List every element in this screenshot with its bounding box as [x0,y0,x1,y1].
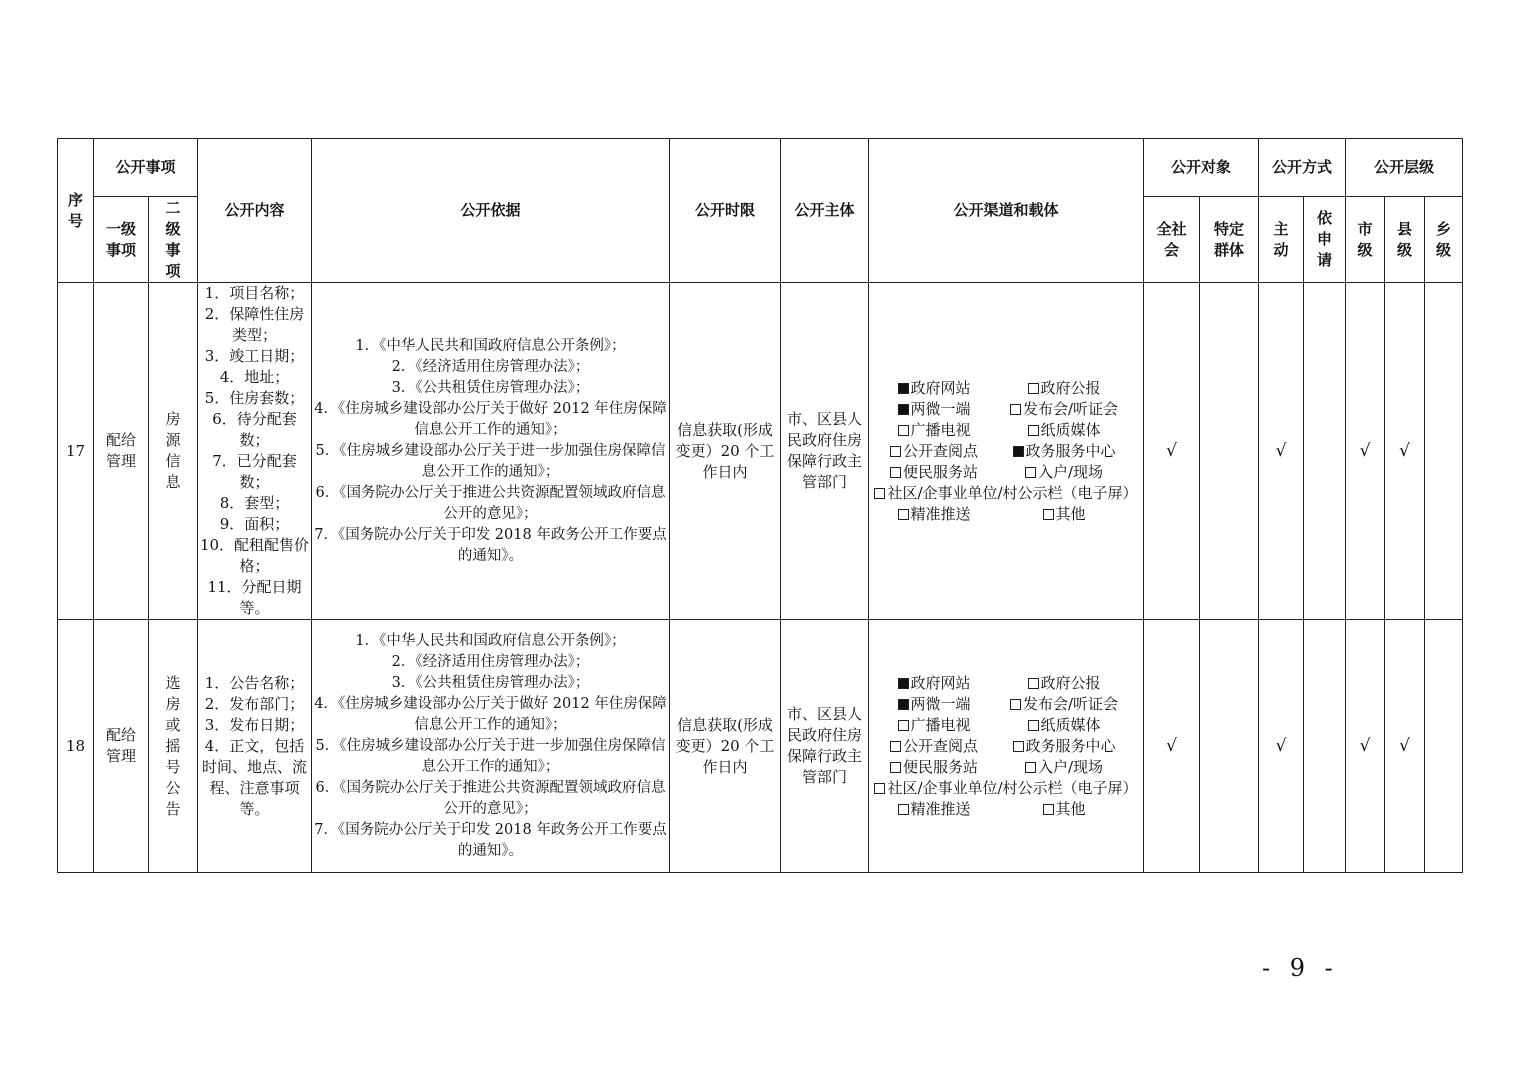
row-content: 1．项目名称； 2．保障性住房类型； 3．竣工日期； 4．地址； 5．住房套数； 6．待分配套数； 7．已分配套数； 8．套型； 9．面积； 10．配租配售价格； 11．分配日期等。 [198,283,312,620]
row-channels: 政府网站 政府公报 两微一端 发布会/听证会 广播电视 纸质媒体 公开查阅点 政务服务中心 便民服务站 入户/现场 社区/企事业单位/村公示栏（电子屏） 精准推送 其他 [869,620,1144,873]
mark-method-active: √ [1259,283,1304,620]
row-level2: 选房或摇号公告 [149,620,198,873]
unchecked-box-icon [898,509,909,520]
unchecked-box-icon [890,741,901,752]
unchecked-box-icon [874,488,885,499]
header-method-group: 公开方式 [1259,139,1346,197]
row-channels: 政府网站 政府公报 两微一端 发布会/听证会 广播电视 纸质媒体 公开查阅点 政务服务中心 便民服务站 入户/现场 社区/企事业单位/村公示栏（电子屏） 精准推送 其他 [869,283,1144,620]
row-seq: 18 [58,620,94,873]
unchecked-box-icon [1028,678,1039,689]
checked-box-icon [898,678,909,689]
header-basis: 公开依据 [312,139,670,283]
unchecked-box-icon [898,720,909,731]
mark-audience-specific [1200,620,1259,873]
unchecked-box-icon [890,467,901,478]
header-level-town: 乡级 [1425,197,1463,283]
unchecked-box-icon [1025,762,1036,773]
header-audience-all: 全社会 [1144,197,1200,283]
header-method-active: 主动 [1259,197,1304,283]
mark-level-town [1425,620,1463,873]
header-method-apply: 依申请 [1304,197,1346,283]
unchecked-box-icon [898,804,909,815]
header-items-group: 公开事项 [94,139,198,197]
row-seq: 17 [58,283,94,620]
row-time-limit: 信息获取(形成变更）20 个工作日内 [670,283,781,620]
unchecked-box-icon [1028,720,1039,731]
unchecked-box-icon [1043,804,1054,815]
mark-level-county: √ [1385,620,1425,873]
header-level2: 二级事项 [149,197,198,283]
row-content: 1．公告名称； 2．发布部门； 3．发布日期； 4．正文，包括时间、地点、流程、注意事项等。 [198,620,312,873]
header-level1: 一级事项 [94,197,149,283]
unchecked-box-icon [1010,699,1021,710]
unchecked-box-icon [1025,467,1036,478]
unchecked-box-icon [898,425,909,436]
checked-box-icon [898,699,909,710]
row-basis: 1．《中华人民共和国政府信息公开条例》； 2．《经济适用住房管理办法》； 3．《公共租赁住房管理办法》； 4．《住房城乡建设部办公厅关于做好 2012 年住房保障信息公开工作的通知》； 5．《住房城乡建设部办公厅关于进一步加强住房保障信息公开工作的通知》； 6．《国务院办公厅关于推进公共资源配置领域政府信息公开的意见》； 7．《国务院办公厅关于印发 2018 年政务公开工作要点的通知》。 [312,620,670,873]
unchecked-box-icon [890,762,901,773]
mark-method-apply [1304,283,1346,620]
header-seq: 序号 [58,139,94,283]
header-level-city: 市级 [1346,197,1385,283]
mark-method-active: √ [1259,620,1304,873]
mark-audience-all: √ [1144,283,1200,620]
header-subject: 公开主体 [781,139,869,283]
mark-method-apply [1304,620,1346,873]
unchecked-box-icon [1028,425,1039,436]
table-row [58,620,1463,873]
header-audience-specific: 特定群体 [1200,197,1259,283]
mark-level-county: √ [1385,283,1425,620]
mark-audience-all: √ [1144,620,1200,873]
row-level1: 配给管理 [94,620,149,873]
row-level2: 房源信息 [149,283,198,620]
page-number: - 9 - [1262,954,1339,982]
unchecked-box-icon [874,783,885,794]
row-subject: 市、区县人民政府住房保障行政主管部门 [781,620,869,873]
row-subject: 市、区县人民政府住房保障行政主管部门 [781,283,869,620]
header-channels: 公开渠道和载体 [869,139,1144,283]
mark-audience-specific [1200,283,1259,620]
unchecked-box-icon [890,446,901,457]
header-level-group: 公开层级 [1346,139,1463,197]
unchecked-box-icon [1010,404,1021,415]
header-audience-group: 公开对象 [1144,139,1259,197]
header-time-limit: 公开时限 [670,139,781,283]
mark-level-city: √ [1346,283,1385,620]
unchecked-box-icon [1028,383,1039,394]
unchecked-box-icon [1013,741,1024,752]
header-level-county: 县级 [1385,197,1425,283]
table-row [58,283,1463,620]
unchecked-box-icon [1043,509,1054,520]
checked-box-icon [1013,446,1024,457]
mark-level-town [1425,283,1463,620]
checked-box-icon [898,383,909,394]
row-basis: 1．《中华人民共和国政府信息公开条例》； 2．《经济适用住房管理办法》； 3．《公共租赁住房管理办法》； 4．《住房城乡建设部办公厅关于做好 2012 年住房保障信息公开工作的通知》； 5．《住房城乡建设部办公厅关于进一步加强住房保障信息公开工作的通知》； 6．《国务院办公厅关于推进公共资源配置领域政府信息公开的意见》； 7．《国务院办公厅关于印发 2018 年政务公开工作要点的通知》。 [312,283,670,620]
mark-level-city: √ [1346,620,1385,873]
disclosure-table [57,138,1463,873]
checked-box-icon [898,404,909,415]
header-content: 公开内容 [198,139,312,283]
row-time-limit: 信息获取(形成变更）20 个工作日内 [670,620,781,873]
row-level1: 配给管理 [94,283,149,620]
